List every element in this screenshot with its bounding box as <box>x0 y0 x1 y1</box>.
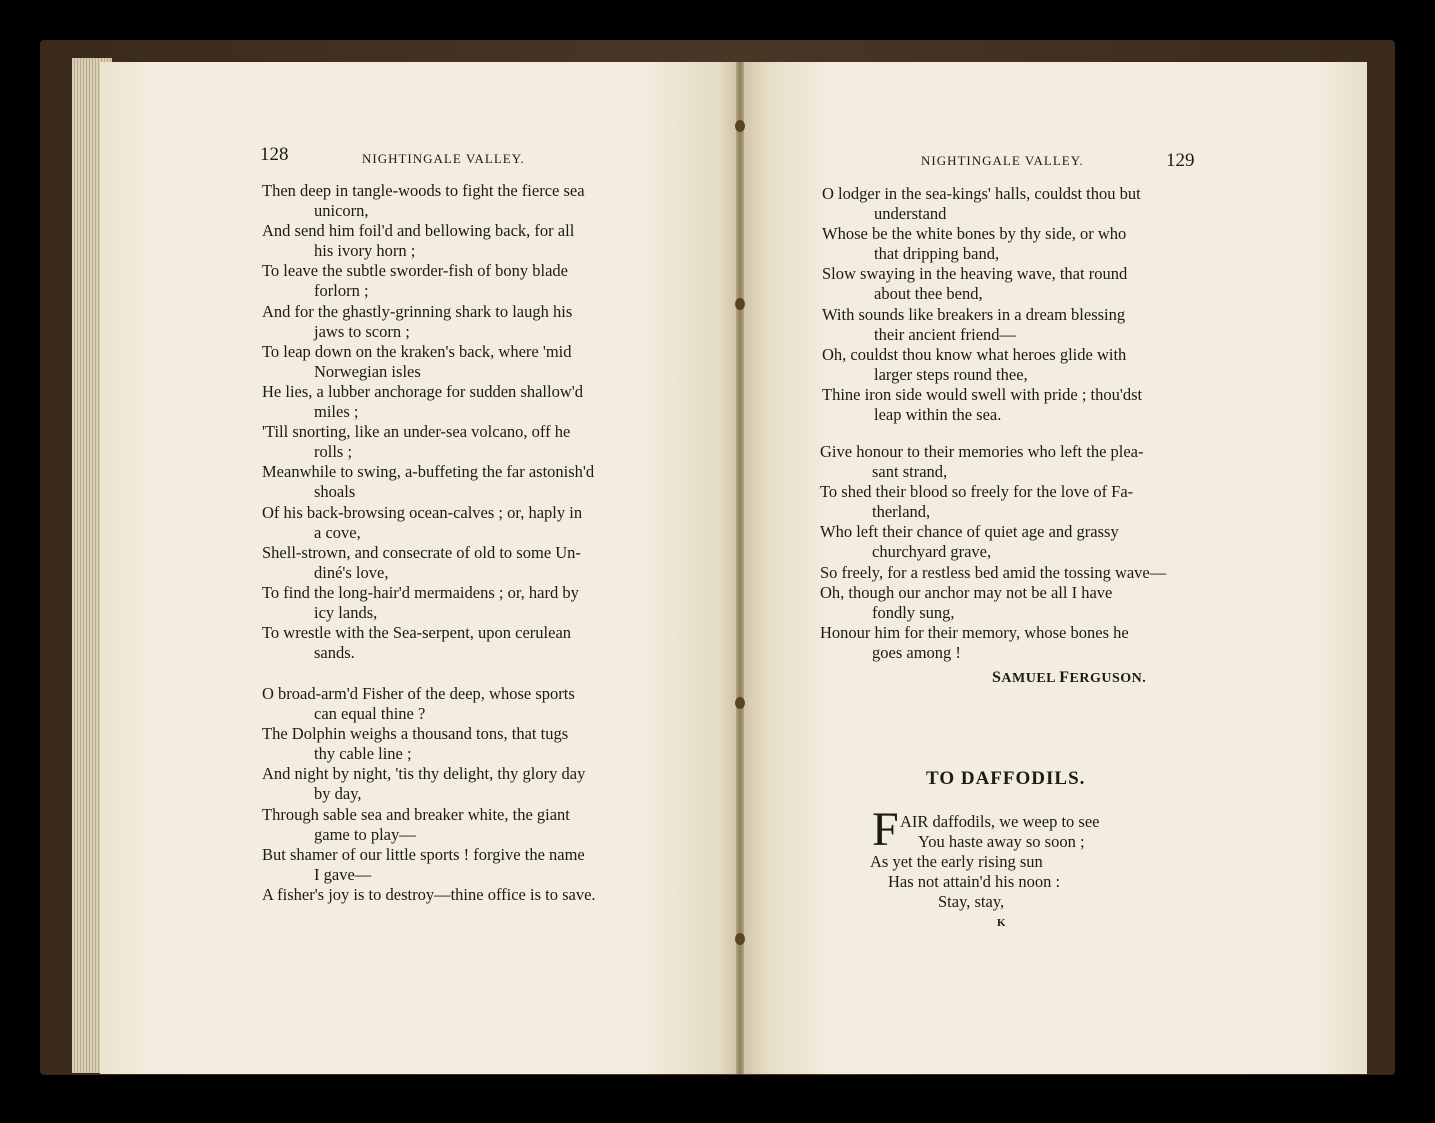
verse-line: To shed their blood so freely for the love of Fa- <box>820 482 1134 502</box>
verse-line: Oh, though our anchor may not be all I have <box>820 582 1113 602</box>
verse-line: churchyard grave, <box>872 542 992 562</box>
verse-line: leap within the sea. <box>874 405 1002 425</box>
verse-line: Oh, couldst thou know what heroes glide with <box>822 344 1127 364</box>
verse-line: their ancient friend— <box>874 324 1017 344</box>
verse-line: that dripping band, <box>874 244 1000 264</box>
verse-line: goes among ! <box>872 642 961 662</box>
verse-line: rolls ; <box>314 442 353 462</box>
poem-title: TO DAFFODILS. <box>926 768 1086 789</box>
verse-line: And send him foil'd and bellowing back, for all <box>262 221 575 241</box>
right-stanza-2 <box>820 442 1166 663</box>
binding-stitch <box>735 697 745 709</box>
verse-line: To leap down on the kraken's back, where 'mid <box>262 341 572 361</box>
verse-line: To leave the subtle sworder-fish of bony blade <box>262 261 568 281</box>
verse-line: Stay, stay, <box>938 892 1005 912</box>
verse-line: understand <box>874 204 947 224</box>
verse-line: But shamer of our little sports ! forgive the name <box>262 844 585 864</box>
verse-line: Slow swaying in the heaving wave, that round <box>822 264 1128 284</box>
verse-line: Honour him for their memory, whose bones he <box>820 622 1129 642</box>
author-last-initial: F <box>1059 669 1070 686</box>
verse-line: can equal thine ? <box>314 704 426 724</box>
author-first-initial: S <box>992 669 1002 686</box>
right-stanza-1 <box>822 184 1142 425</box>
verse-line: AIR daffodils, we weep to see <box>900 812 1100 831</box>
verse-line: about thee bend, <box>874 284 983 304</box>
verse-line: thy cable line ; <box>314 744 412 764</box>
running-head-left: NIGHTINGALE VALLEY. <box>362 151 525 166</box>
verse-line: A fisher's joy is to destroy—thine office is to save. <box>262 884 596 904</box>
verse-line: Shell-strown, and consecrate of old to some Un- <box>262 542 581 562</box>
verse-line: 'Till snorting, like an under-sea volcano, off he <box>262 422 571 442</box>
verse-line: sant strand, <box>872 462 948 482</box>
verse-line: I gave— <box>314 864 372 884</box>
page-number-right: 129 <box>1166 150 1195 171</box>
author-first-rest: AMUEL <box>1001 671 1056 686</box>
binding-stitch <box>735 298 745 310</box>
verse-line: And for the ghastly-grinning shark to laugh his <box>262 301 573 321</box>
verse-line: unicorn, <box>314 201 369 221</box>
verse-line: game to play— <box>314 824 416 844</box>
verse-line: a cove, <box>314 522 361 542</box>
verse-line: As yet the early rising sun <box>870 852 1043 872</box>
verse-line: O broad-arm'd Fisher of the deep, whose sports <box>262 684 575 703</box>
author-signature <box>992 669 1146 687</box>
binding-stitch <box>735 933 745 945</box>
verse-line: He lies, a lubber anchorage for sudden shallow'd <box>262 381 583 401</box>
verse-line: Then deep in tangle-woods to fight the fierce sea <box>262 181 585 200</box>
verse-line: Has not attain'd his noon : <box>888 872 1061 892</box>
verse-line: fondly sung, <box>872 602 955 622</box>
verse-line: sands. <box>314 643 355 663</box>
verse-line: by day, <box>314 784 362 804</box>
verse-line: diné's love, <box>314 562 389 582</box>
verse-line: forlorn ; <box>314 281 369 301</box>
daffodils-stanza <box>870 803 1100 912</box>
left-stanza-1 <box>262 181 594 663</box>
left-stanza-2 <box>262 684 596 905</box>
verse-line: You haste away so soon ; <box>918 832 1085 852</box>
verse-line: his ivory horn ; <box>314 241 416 261</box>
verse-line: Meanwhile to swing, a-buffeting the far astonish'd <box>262 462 595 482</box>
verse-line: miles ; <box>314 402 359 422</box>
drop-cap: F <box>872 803 899 856</box>
verse-line: Who left their chance of quiet age and grassy <box>820 522 1119 542</box>
binding-stitch <box>735 120 745 132</box>
verse-line: shoals <box>314 482 356 502</box>
running-head-right: NIGHTINGALE VALLEY. <box>921 153 1084 168</box>
printer-signature-mark: K <box>997 917 1006 929</box>
verse-line: jaws to scorn ; <box>314 321 410 341</box>
verse-line: To find the long-hair'd mermaidens ; or, hard by <box>262 582 579 602</box>
page-number-left: 128 <box>260 144 289 165</box>
verse-line: Norwegian isles <box>314 361 421 381</box>
verse-line: larger steps round thee, <box>874 364 1028 384</box>
verse-line: icy lands, <box>314 602 378 622</box>
verse-line: therland, <box>872 502 931 522</box>
verse-line: Give honour to their memories who left the plea- <box>820 442 1144 461</box>
verse-line: Of his back-browsing ocean-calves ; or, haply in <box>262 502 583 522</box>
verse-line: Thine iron side would swell with pride ; thou'dst <box>822 384 1143 404</box>
book-gutter <box>736 62 744 1074</box>
verse-line: With sounds like breakers in a dream blessing <box>822 304 1126 324</box>
verse-line: So freely, for a restless bed amid the tossing wave— <box>820 562 1167 582</box>
verse-line: And night by night, 'tis thy delight, thy glory day <box>262 764 586 784</box>
author-last-rest: ERGUSON. <box>1069 671 1147 686</box>
verse-line: Whose be the white bones by thy side, or who <box>822 224 1127 244</box>
verse-line: O lodger in the sea-kings' halls, couldst thou but <box>822 184 1141 203</box>
verse-line: To wrestle with the Sea-serpent, upon cerulean <box>262 623 572 643</box>
verse-line: The Dolphin weighs a thousand tons, that tugs <box>262 724 569 744</box>
verse-line: Through sable sea and breaker white, the giant <box>262 804 570 824</box>
